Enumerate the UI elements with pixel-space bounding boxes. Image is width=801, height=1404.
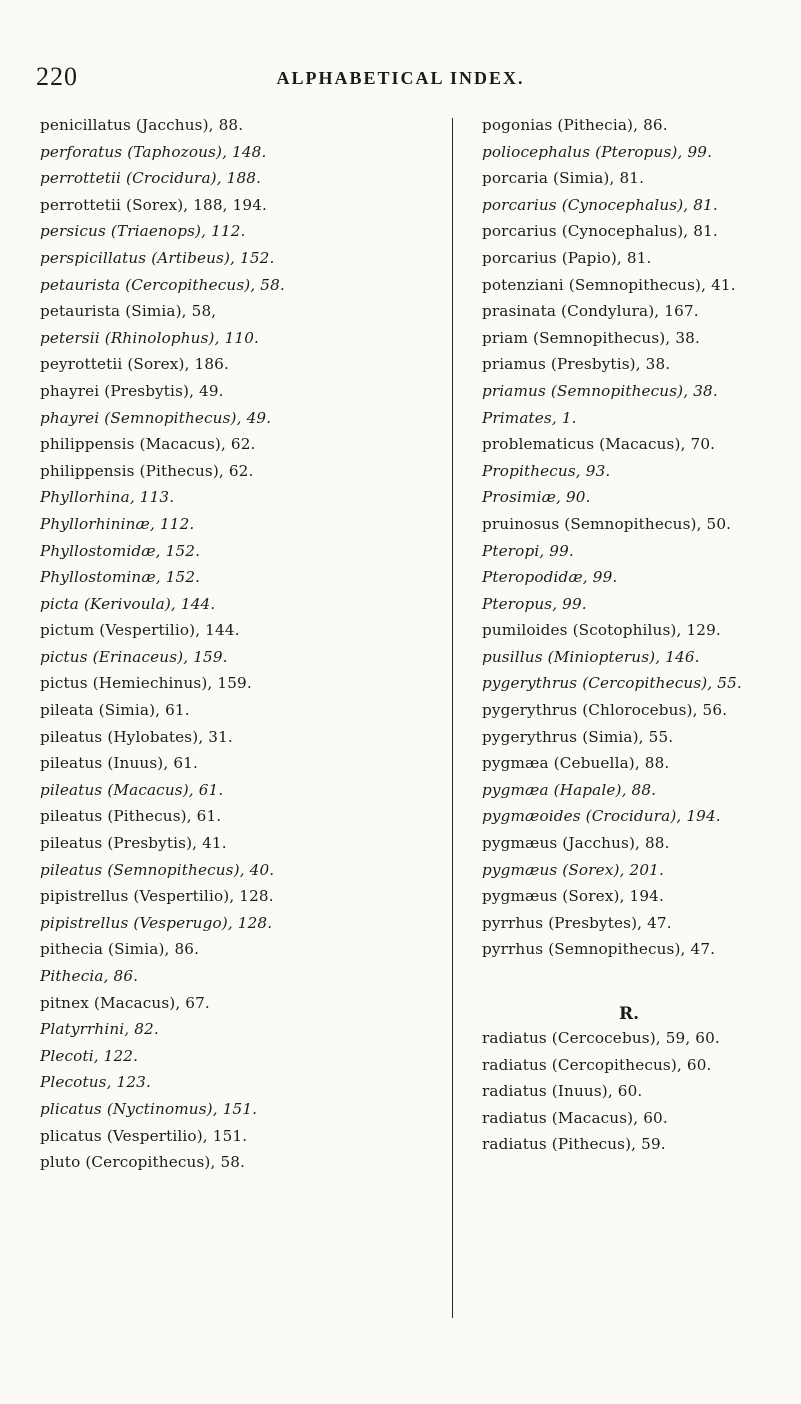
index-entry: poliocephalus (Pteropus), 99. xyxy=(482,142,713,161)
index-entry: perrottetii (Crocidura), 188. xyxy=(40,169,262,188)
index-entry: pileatus (Macacus), 61. xyxy=(40,780,224,799)
index-entry: philippensis (Macacus), 62. xyxy=(40,435,256,454)
index-entry: pyrrhus (Presbytes), 47. xyxy=(482,913,672,932)
index-entry: priamus (Presbytis), 38. xyxy=(482,355,671,374)
index-entry: Pteropus, 99. xyxy=(482,594,587,613)
index-entry: pictus (Erinaceus), 159. xyxy=(40,647,228,666)
index-entry: Propithecus, 93. xyxy=(482,461,611,480)
index-entries-p xyxy=(482,112,792,963)
index-entry: perspicillatus (Artibeus), 152. xyxy=(40,248,275,267)
index-entry: Pithecia, 86. xyxy=(40,967,139,985)
index-entry: Prosimiæ, 90. xyxy=(482,488,591,507)
index-entry: penicillatus (Jacchus), 88. xyxy=(40,116,244,134)
running-title: ALPHABETICAL INDEX. xyxy=(276,68,525,88)
index-entry: pithecia (Simia), 86. xyxy=(40,940,200,959)
index-entry: Primates, 1. xyxy=(482,408,577,427)
index-entry: pyrrhus (Semnopithecus), 47. xyxy=(482,940,716,959)
index-entry: pygerythrus (Simia), 55. xyxy=(482,727,674,746)
index-entry: Platyrrhini, 82. xyxy=(40,1020,159,1039)
index-entry: pruinosus (Semnopithecus), 50. xyxy=(482,514,732,533)
index-entry: porcarius (Papio), 81. xyxy=(482,248,652,267)
index-entry: radiatus (Cercocebus), 59, 60. xyxy=(482,1029,720,1047)
index-entry: pileatus (Semnopithecus), 40. xyxy=(40,860,275,879)
index-entry: radiatus (Cercopithecus), 60. xyxy=(482,1055,712,1074)
index-entry: pogonias (Pithecia), 86. xyxy=(482,116,668,134)
index-entry: plicatus (Vespertilio), 151. xyxy=(40,1126,248,1145)
column-divider xyxy=(452,118,453,1318)
index-entry: pusillus (Miniopterus), 146. xyxy=(482,647,700,666)
index-column-left xyxy=(40,112,440,1176)
section-spacer xyxy=(482,963,792,981)
index-entry: pileatus (Inuus), 61. xyxy=(40,754,198,773)
index-entry: pileatus (Pithecus), 61. xyxy=(40,807,222,826)
index-entry: pygmæoides (Crocidura), 194. xyxy=(482,807,721,826)
section-heading-r: R. xyxy=(618,1004,640,1024)
index-entry: pygerythrus (Chlorocebus), 56. xyxy=(482,701,728,720)
index-entry: perrottetii (Sorex), 188, 194. xyxy=(40,195,268,214)
index-entry: pygmæus (Sorex), 201. xyxy=(482,860,664,879)
index-entry: prasinata (Condylura), 167. xyxy=(482,302,699,321)
index-entry: pileata (Simia), 61. xyxy=(40,701,190,720)
index-entry: pygmæus (Jacchus), 88. xyxy=(482,834,670,853)
index-entry: pipistrellus (Vespertilio), 128. xyxy=(40,887,274,906)
index-entry: problematicus (Macacus), 70. xyxy=(482,435,716,454)
index-entry: pictus (Hemiechinus), 159. xyxy=(40,674,252,693)
index-entry: picta (Kerivoula), 144. xyxy=(40,594,216,613)
page-number: 220 xyxy=(36,62,78,91)
index-entry: Plecoti, 122. xyxy=(40,1046,139,1065)
index-entry: priamus (Semnopithecus), 38. xyxy=(482,381,718,400)
index-entry: phayrei (Presbytis), 49. xyxy=(40,381,224,400)
index-entry: philippensis (Pithecus), 62. xyxy=(40,461,254,480)
index-entry: radiatus (Macacus), 60. xyxy=(482,1108,668,1127)
index-entry: peyrottetii (Sorex), 186. xyxy=(40,355,229,374)
index-entry: pictum (Vespertilio), 144. xyxy=(40,621,240,640)
index-entry: plicatus (Nyctinomus), 151. xyxy=(40,1099,258,1118)
index-entry: persicus (Triaenops), 112. xyxy=(40,222,246,241)
index-entry: perforatus (Taphozous), 148. xyxy=(40,142,267,161)
index-entry: priam (Semnopithecus), 38. xyxy=(482,328,700,347)
index-entry: Phyllostomidæ, 152. xyxy=(40,541,201,560)
index-entry: pygerythrus (Cercopithecus), 55. xyxy=(482,674,742,693)
index-entry: porcarius (Cynocephalus), 81. xyxy=(482,195,718,214)
index-entry: pygmæus (Sorex), 194. xyxy=(482,887,664,906)
index-entry: pipistrellus (Vesperugo), 128. xyxy=(40,913,273,932)
index-entry: petaurista (Simia), 58, xyxy=(40,302,217,321)
index-entry: potenziani (Semnopithecus), 41. xyxy=(482,275,736,294)
index-entry: pileatus (Presbytis), 41. xyxy=(40,834,227,853)
index-column-right xyxy=(482,112,792,1158)
page-header xyxy=(0,54,801,94)
index-entry: Plecotus, 123. xyxy=(40,1073,151,1092)
index-entry: pitnex (Macacus), 67. xyxy=(40,993,210,1012)
index-entry: radiatus (Inuus), 60. xyxy=(482,1082,643,1101)
index-entry: petersii (Rhinolophus), 110. xyxy=(40,328,259,347)
index-entry: pygmæa (Hapale), 88. xyxy=(482,780,657,799)
index-entry: pileatus (Hylobates), 31. xyxy=(40,727,233,746)
index-entry: radiatus (Pithecus), 59. xyxy=(482,1135,666,1154)
index-entry: Phyllorhininæ, 112. xyxy=(40,514,195,533)
index-entry: pluto (Cercopithecus), 58. xyxy=(40,1153,246,1172)
index-entry: Pteropi, 99. xyxy=(482,541,574,560)
index-entry: Phyllorhina, 113. xyxy=(40,488,175,507)
index-entry: pygmæa (Cebuella), 88. xyxy=(482,754,670,773)
index-entry: petaurista (Cercopithecus), 58. xyxy=(40,275,285,294)
index-entry: Pteropodidæ, 99. xyxy=(482,568,618,587)
index-entries-r xyxy=(482,1025,792,1158)
index-entry: porcaria (Simia), 81. xyxy=(482,169,645,188)
index-entry: pumiloides (Scotophilus), 129. xyxy=(482,621,721,640)
index-entry: porcarius (Cynocephalus), 81. xyxy=(482,222,718,241)
index-entry: Phyllostominæ, 152. xyxy=(40,568,201,587)
index-entry: phayrei (Semnopithecus), 49. xyxy=(40,408,272,427)
